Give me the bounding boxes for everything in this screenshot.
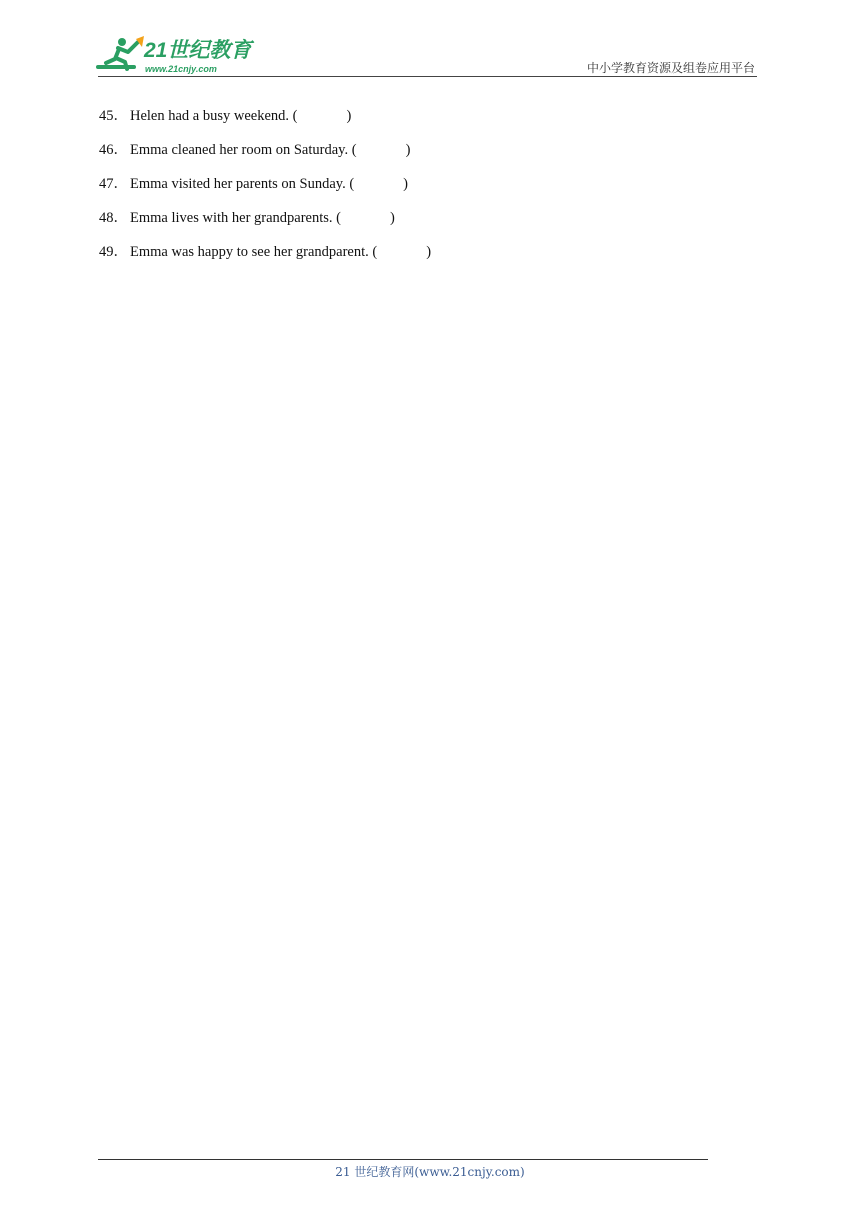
question-45 [99,105,719,139]
question-48 [99,207,719,241]
logo-url: www.21cnjy.com [145,64,217,74]
running-person-logo-icon [94,34,146,76]
question-text: Emma was happy to see her grandparent. ( [130,244,378,260]
closing-parenthesis: ) [346,108,352,124]
question-46 [99,139,719,173]
logo-title: 21世纪教育 [144,39,252,62]
question-text: Emma visited her parents on Sunday. ( [130,176,355,192]
question-number: 45． [99,108,128,124]
question-text: Helen had a busy weekend. ( [130,108,298,124]
platform-label: 中小学教育资源及组卷应用平台 [586,61,755,75]
question-text: Emma lives with her grandparents. ( [130,210,341,226]
closing-parenthesis: ) [405,142,411,158]
closing-parenthesis: ) [426,244,432,260]
question-list [99,105,719,275]
question-49 [99,241,719,275]
question-number: 47． [99,176,128,192]
question-number: 49． [99,244,128,260]
site-logo[interactable] [94,34,264,78]
closing-parenthesis: ) [390,210,395,226]
question-number: 46． [99,142,128,158]
page-header [0,0,860,82]
footer-link[interactable]: 21 世纪教育网(www.21cnjy.com) [335,1165,525,1179]
header-divider [98,76,757,77]
closing-parenthesis: ) [403,176,409,192]
question-text: Emma cleaned her room on Saturday. ( [130,142,357,158]
footer-divider [98,1159,708,1160]
question-number: 48． [99,210,128,226]
question-47 [99,173,719,207]
